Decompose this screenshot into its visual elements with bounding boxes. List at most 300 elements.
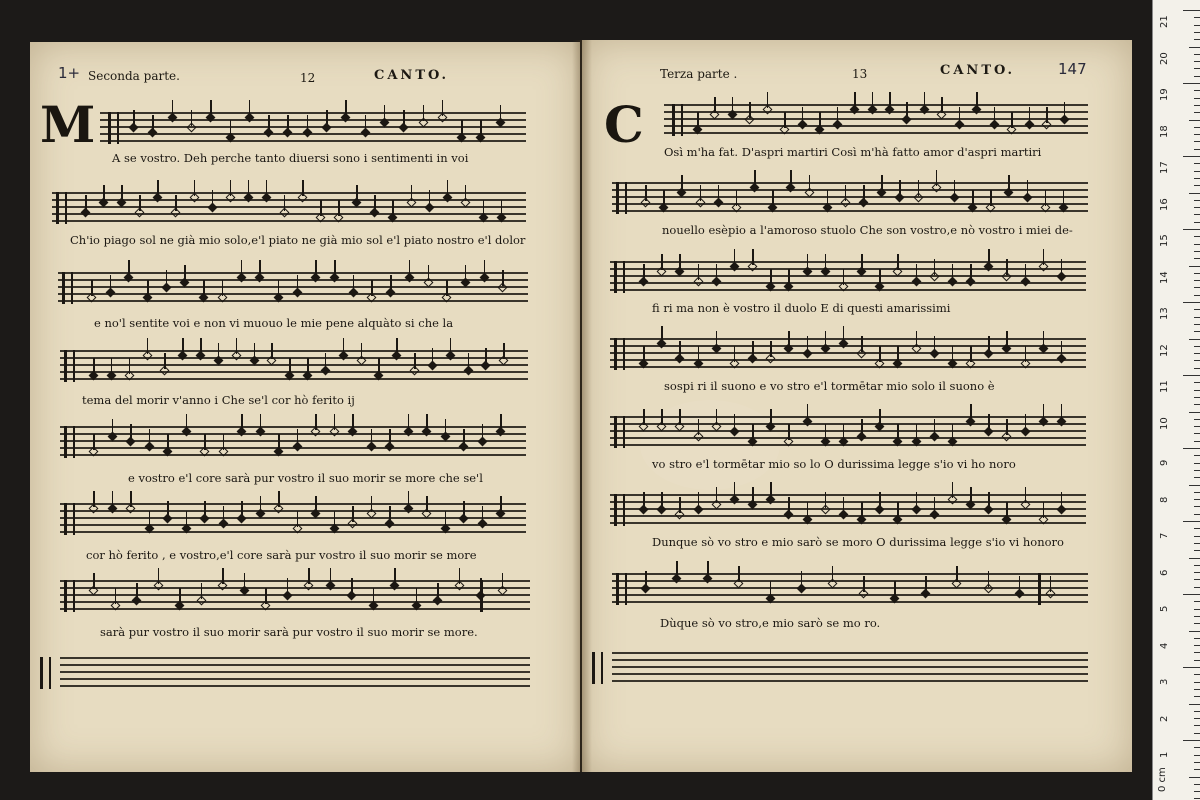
note-stem — [807, 336, 809, 352]
note-stem — [807, 502, 809, 518]
note-stem — [749, 102, 751, 118]
note-stem — [482, 506, 484, 522]
note-stem — [461, 120, 463, 136]
note-stem — [1029, 107, 1031, 123]
note-stem — [334, 511, 336, 527]
note-stem — [845, 185, 847, 201]
note-stem — [1008, 175, 1010, 191]
note-stem — [872, 92, 874, 108]
note-stem — [752, 424, 754, 440]
note-stem — [643, 409, 645, 425]
ruler-tick — [1194, 309, 1200, 310]
ruler-tick — [1194, 747, 1200, 748]
ruler-tick — [1194, 528, 1200, 529]
note-stem — [297, 511, 299, 527]
ruler-tick — [1194, 76, 1200, 77]
note-stem — [988, 414, 990, 430]
ruler-tick — [1194, 353, 1200, 354]
note-stem — [287, 115, 289, 131]
note-stem — [447, 180, 449, 196]
note-stem — [661, 326, 663, 342]
lyric-line: e vostro e'l core sarà pur vostro il suo morir se more che se'l — [128, 471, 483, 485]
note-stem — [934, 419, 936, 435]
ruler-number: 5 — [1159, 605, 1170, 612]
clef — [614, 261, 625, 293]
note-stem — [500, 105, 502, 121]
note-stem — [732, 97, 734, 113]
note-stem — [643, 264, 645, 280]
note-stem — [147, 338, 149, 354]
ruler-tick — [1194, 360, 1200, 361]
note-stem — [175, 195, 177, 211]
note-stem — [384, 105, 386, 121]
note-stem — [994, 107, 996, 123]
note-stem — [149, 429, 151, 445]
note-stem — [356, 185, 358, 201]
note-stem — [934, 259, 936, 275]
note-stem — [861, 254, 863, 270]
clef — [64, 426, 75, 458]
ruler-tick — [1194, 258, 1200, 259]
note-stem — [278, 280, 280, 296]
ruler-tick — [1194, 280, 1200, 281]
note-stem — [1050, 576, 1052, 592]
note-stem — [334, 414, 336, 430]
note-stem — [718, 185, 720, 201]
note-stem — [315, 414, 317, 430]
ruler-tick — [1194, 39, 1200, 40]
note-stem — [249, 100, 251, 116]
note-stem — [1061, 259, 1063, 275]
ruler-unit: 0 cm — [1157, 767, 1168, 792]
music-staff — [58, 272, 528, 304]
note-stem — [93, 358, 95, 374]
staff-line — [612, 587, 1088, 589]
note-stem — [972, 190, 974, 206]
ruler-tick — [1183, 448, 1200, 449]
staff-line — [100, 112, 526, 114]
note-stem — [394, 568, 396, 584]
ruler-tick — [1194, 477, 1200, 478]
staff-line — [60, 664, 530, 666]
note-stem — [265, 588, 267, 604]
note-stem — [93, 573, 95, 589]
ruler-number: 2 — [1159, 715, 1170, 722]
note-stem — [210, 100, 212, 116]
ruler-tick — [1189, 704, 1200, 705]
note-stem — [423, 105, 425, 121]
note-stem — [1063, 190, 1065, 206]
ruler-tick — [1194, 127, 1200, 128]
note-stem — [754, 170, 756, 186]
note-stem — [1064, 102, 1066, 118]
staff-line — [610, 366, 1086, 368]
note-stem — [1061, 341, 1063, 357]
ruler-tick — [1194, 207, 1200, 208]
note-stem — [784, 112, 786, 128]
note-stem — [716, 264, 718, 280]
book-gutter — [572, 40, 592, 772]
note-stem — [894, 581, 896, 597]
note-stem — [1006, 502, 1008, 518]
music-staff — [60, 426, 526, 458]
ruler-tick — [1194, 725, 1200, 726]
note-stem — [212, 190, 214, 206]
note-stem — [643, 346, 645, 362]
ruler-tick — [1194, 587, 1200, 588]
note-stem — [266, 180, 268, 196]
ruler-tick — [1194, 244, 1200, 245]
music-staff — [60, 350, 528, 382]
note-stem — [879, 346, 881, 362]
staff-line — [60, 601, 530, 603]
note-stem — [897, 424, 899, 440]
note-stem — [343, 338, 345, 354]
note-stem — [681, 175, 683, 191]
staff-line — [610, 282, 1086, 284]
note-stem — [345, 100, 347, 116]
clef — [56, 192, 67, 224]
ruler-tick — [1194, 682, 1200, 683]
clef — [614, 416, 625, 448]
ruler-number: 6 — [1159, 569, 1170, 576]
note-stem — [843, 424, 845, 440]
note-stem — [679, 497, 681, 513]
note-stem — [825, 254, 827, 270]
note-stem — [302, 180, 304, 196]
note-stem — [463, 501, 465, 517]
note-stem — [428, 265, 430, 281]
note-stem — [716, 409, 718, 425]
ruler-number: 13 — [1159, 307, 1170, 320]
ruler-tick — [1194, 295, 1200, 296]
ruler-tick — [1189, 47, 1200, 48]
note-stem — [807, 404, 809, 420]
ruler-tick — [1194, 550, 1200, 551]
note-stem — [952, 424, 954, 440]
ruler-tick — [1194, 579, 1200, 580]
music-staff — [60, 503, 526, 535]
staff-line — [60, 685, 530, 687]
ruler-tick — [1194, 426, 1200, 427]
note-stem — [959, 107, 961, 123]
ruler-tick — [1194, 433, 1200, 434]
note-stem — [934, 497, 936, 513]
note-stem — [149, 511, 151, 527]
note-stem — [645, 571, 647, 587]
note-stem — [716, 331, 718, 347]
note-stem — [289, 358, 291, 374]
note-stem — [1025, 264, 1027, 280]
ruler-tick — [1194, 769, 1200, 770]
staff-line — [60, 454, 526, 456]
ruler-tick — [1194, 660, 1200, 661]
staff-line — [52, 206, 526, 208]
staff-line — [58, 300, 528, 302]
staff-line — [612, 203, 1088, 205]
note-stem — [482, 424, 484, 440]
note-stem — [988, 571, 990, 587]
ruler-tick — [1194, 718, 1200, 719]
note-stem — [970, 487, 972, 503]
note-stem — [503, 343, 505, 359]
note-stem — [734, 346, 736, 362]
note-stem — [241, 501, 243, 517]
note-stem — [879, 409, 881, 425]
note-stem — [223, 506, 225, 522]
note-stem — [133, 110, 135, 126]
note-stem — [463, 429, 465, 445]
ruler-tick — [1194, 404, 1200, 405]
ruler-number: 12 — [1159, 343, 1170, 357]
note-stem — [790, 170, 792, 186]
note-stem — [408, 491, 410, 507]
note-stem — [91, 280, 93, 296]
note-stem — [465, 265, 467, 281]
staff-line — [60, 608, 530, 610]
staff-line — [612, 601, 1088, 603]
staff-line — [610, 508, 1086, 510]
note-stem — [970, 264, 972, 280]
note-stem — [236, 338, 238, 354]
staff-line — [612, 580, 1088, 582]
note-stem — [111, 358, 113, 374]
note-stem — [916, 424, 918, 440]
note-stem — [716, 487, 718, 503]
note-stem — [260, 496, 262, 512]
ruler-number: 8 — [1159, 496, 1170, 503]
staff-line — [60, 517, 526, 519]
note-stem — [485, 348, 487, 364]
note-stem — [825, 424, 827, 440]
ruler-number: 18 — [1159, 124, 1170, 138]
ruler-tick — [1194, 601, 1200, 602]
staff-line — [610, 352, 1086, 354]
note-stem — [93, 434, 95, 450]
staff-line — [610, 345, 1086, 347]
note-stem — [1011, 112, 1013, 128]
note-stem — [307, 358, 309, 374]
note-stem — [130, 491, 132, 507]
lyric-line: nouello esèpio a l'amoroso stuolo Che son vostro,e nò vostro i miei de- — [662, 223, 1073, 237]
ruler-tick — [1194, 105, 1200, 106]
note-stem — [284, 195, 286, 211]
note-stem — [881, 175, 883, 191]
note-stem — [408, 414, 410, 430]
staff-line — [58, 286, 528, 288]
note-stem — [861, 336, 863, 352]
note-stem — [1046, 107, 1048, 123]
clef — [592, 652, 603, 684]
drop-cap-left: M — [40, 95, 96, 154]
note-stem — [643, 492, 645, 508]
staff-line — [52, 213, 526, 215]
clef — [62, 272, 73, 304]
ruler-tick — [1194, 68, 1200, 69]
ruler-tick — [1183, 740, 1200, 741]
staff-line — [60, 357, 528, 359]
ruler-tick — [1194, 798, 1200, 799]
note-stem — [352, 414, 354, 430]
ruler-number: 14 — [1159, 270, 1170, 284]
note-stem — [1043, 404, 1045, 420]
note-stem — [330, 568, 332, 584]
note-stem — [334, 260, 336, 276]
note-stem — [770, 482, 772, 498]
ruler-tick — [1194, 623, 1200, 624]
ruler-tick — [1194, 200, 1200, 201]
staff-line — [664, 104, 1088, 106]
note-stem — [164, 353, 166, 369]
note-stem — [941, 97, 943, 113]
note-stem — [459, 568, 461, 584]
staff-line — [612, 182, 1088, 184]
ruler-tick — [1194, 711, 1200, 712]
note-stem — [861, 419, 863, 435]
ruler-tick — [1183, 521, 1200, 522]
note-stem — [863, 185, 865, 201]
staff-line — [60, 671, 530, 673]
lyric-line: Osì m'ha fat. D'aspri martiri Così m'hà fatto amor d'aspri martiri — [664, 145, 1042, 159]
ruler-tick — [1189, 266, 1200, 267]
music-staff — [60, 580, 530, 612]
ruler-tick — [1194, 419, 1200, 420]
note-stem — [389, 429, 391, 445]
note-stem — [230, 120, 232, 136]
staff-line — [610, 501, 1086, 503]
note-stem — [121, 185, 123, 201]
clef — [40, 657, 51, 689]
note-stem — [843, 497, 845, 513]
note-stem — [854, 92, 856, 108]
voice-label-right: CANTO. — [940, 63, 1016, 78]
note-stem — [426, 496, 428, 512]
staff-line — [610, 275, 1086, 277]
staff-line — [610, 289, 1086, 291]
note-stem — [1006, 259, 1008, 275]
note-stem — [184, 265, 186, 281]
note-stem — [297, 429, 299, 445]
staff-line — [612, 666, 1088, 668]
note-stem — [437, 583, 439, 599]
note-stem — [373, 588, 375, 604]
note-stem — [879, 269, 881, 285]
ruler-tick — [1194, 134, 1200, 135]
note-stem — [936, 170, 938, 186]
measurement-ruler — [1152, 0, 1200, 800]
note-stem — [952, 346, 954, 362]
ruler-tick — [1194, 791, 1200, 792]
ruler-tick — [1194, 784, 1200, 785]
note-stem — [1027, 180, 1029, 196]
ruler-tick — [1189, 120, 1200, 121]
ruler-tick — [1194, 112, 1200, 113]
note-stem — [1043, 502, 1045, 518]
note-stem — [502, 270, 504, 286]
lyric-line: tema del morir v'anno i Che se'l cor hò ferito ij — [82, 393, 355, 407]
note-stem — [307, 115, 309, 131]
note-stem — [351, 578, 353, 594]
ruler-number: 16 — [1159, 197, 1170, 211]
note-stem — [371, 280, 373, 296]
note-stem — [353, 275, 355, 291]
ruler-tick — [1194, 287, 1200, 288]
ruler-tick — [1194, 689, 1200, 690]
note-stem — [365, 115, 367, 131]
note-stem — [679, 409, 681, 425]
ruler-tick — [1194, 61, 1200, 62]
note-stem — [338, 200, 340, 216]
lyric-line: fi ri ma non è vostro il duolo E di questi amarissimi — [652, 301, 951, 315]
note-stem — [970, 346, 972, 362]
note-stem — [832, 566, 834, 582]
note-stem — [861, 502, 863, 518]
staff-line — [612, 573, 1088, 575]
note-stem — [738, 566, 740, 582]
note-stem — [916, 492, 918, 508]
note-stem — [271, 343, 273, 359]
ruler-tick — [1194, 324, 1200, 325]
staff-line — [60, 524, 526, 526]
note-stem — [697, 112, 699, 128]
note-stem — [990, 190, 992, 206]
ruler-tick — [1183, 375, 1200, 376]
note-stem — [899, 180, 901, 196]
note-stem — [661, 492, 663, 508]
ruler-number: 15 — [1159, 234, 1170, 247]
ruler-tick — [1194, 696, 1200, 697]
note-stem — [934, 336, 936, 352]
note-stem — [679, 254, 681, 270]
note-stem — [770, 409, 772, 425]
ruler-tick — [1194, 368, 1200, 369]
clef — [672, 104, 683, 136]
note-stem — [863, 576, 865, 592]
ruler-tick — [1194, 762, 1200, 763]
staff-line — [60, 594, 530, 596]
staff-line — [610, 261, 1086, 263]
note-stem — [879, 492, 881, 508]
note-stem — [825, 331, 827, 347]
music-staff — [610, 338, 1086, 370]
music-staff — [100, 112, 526, 144]
ruler-tick — [1194, 178, 1200, 179]
note-stem — [468, 353, 470, 369]
note-stem — [988, 336, 990, 352]
ruler-tick — [1189, 631, 1200, 632]
music-staff — [664, 104, 1088, 136]
note-stem — [308, 568, 310, 584]
ruler-tick — [1194, 222, 1200, 223]
note-stem — [707, 561, 709, 577]
note-stem — [772, 190, 774, 206]
clef — [64, 503, 75, 535]
ruler-number: 4 — [1159, 642, 1170, 649]
note-stem — [241, 260, 243, 276]
note-stem — [700, 185, 702, 201]
note-stem — [371, 429, 373, 445]
ruler-tick — [1194, 331, 1200, 332]
note-stem — [414, 353, 416, 369]
note-stem — [734, 249, 736, 265]
ruler-tick — [1194, 514, 1200, 515]
note-stem — [426, 414, 428, 430]
staff-line — [610, 494, 1086, 496]
ruler-tick — [1194, 733, 1200, 734]
note-stem — [326, 110, 328, 126]
note-stem — [112, 491, 114, 507]
ruler-tick — [1194, 346, 1200, 347]
